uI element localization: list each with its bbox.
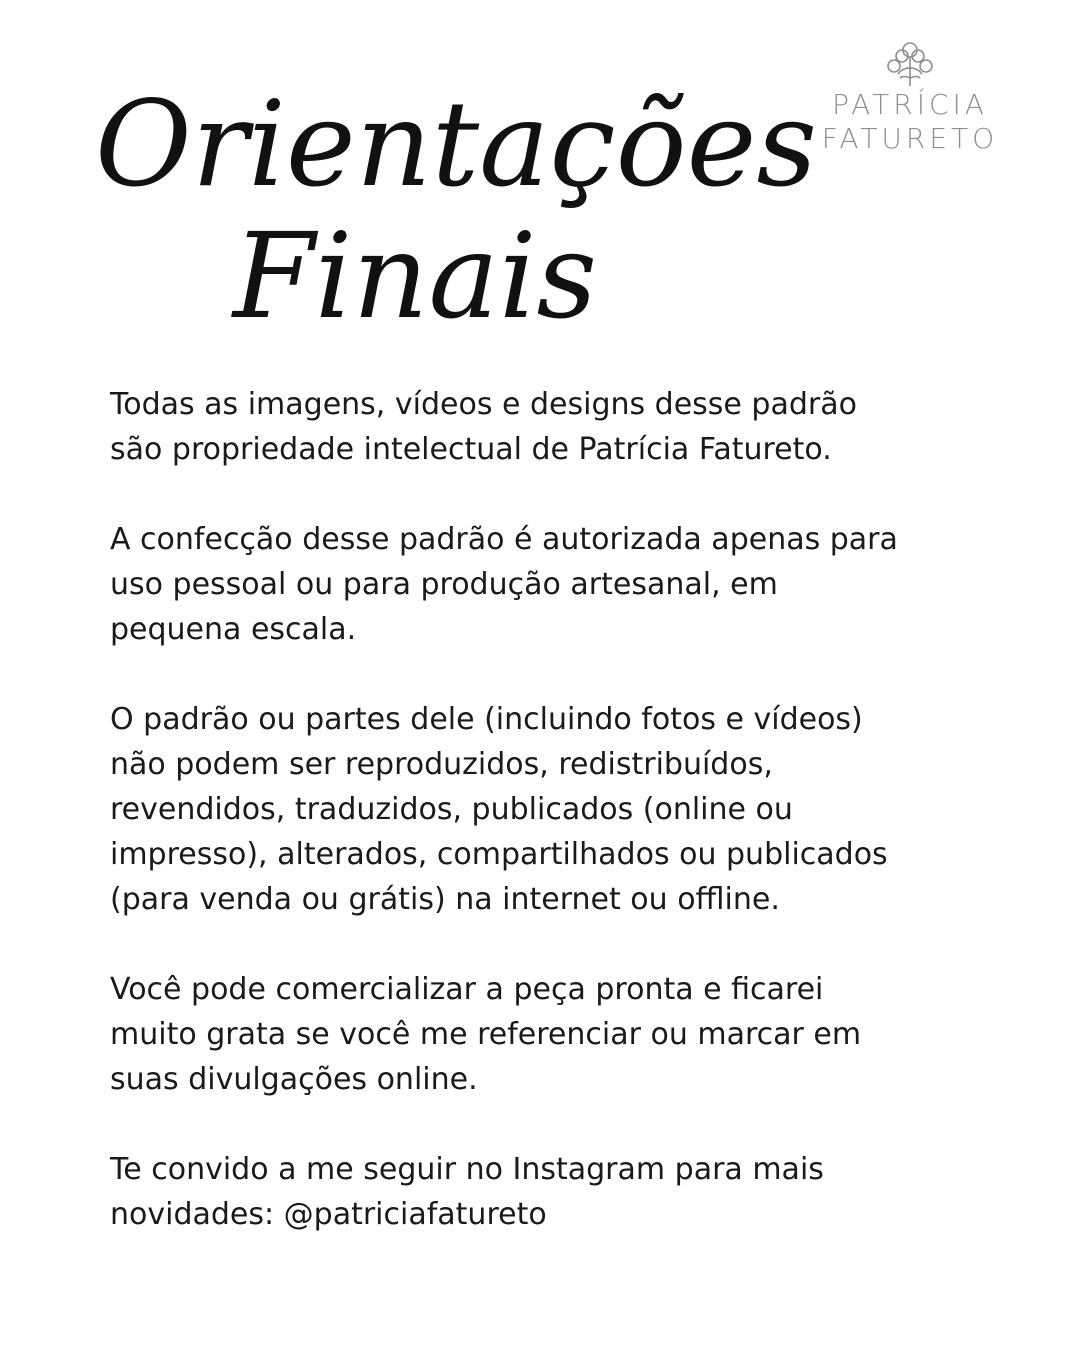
paragraph-intellectual-property: Todas as imagens, vídeos e designs desse padrão são propriedade intelectual de Patrícia Fatureto. xyxy=(110,387,857,467)
page-title-line-1: Orientações xyxy=(95,75,818,213)
brand-name-first: PATRÍCIA xyxy=(832,88,988,121)
brand-name-last: FATURETO xyxy=(821,122,999,155)
page-title-line-2: Finais xyxy=(232,207,598,345)
paragraph-authorized-use: A confecção desse padrão é autorizada apenas para uso pessoal ou para produção artesanal, em pequena escala. xyxy=(110,522,898,647)
page-title xyxy=(95,75,818,345)
paragraph-restrictions: O padrão ou partes dele (incluindo fotos e vídeos) não podem ser reproduzidos, redistribuídos, revendidos, traduzidos, publicados (online ou impresso), alterados, compartilhados ou publicados (para venda ou grátis) na internet ou offline. xyxy=(110,702,888,917)
paragraph-commercial-use: Você pode comercializar a peça pronta e ficarei muito grata se você me referenciar ou marcar em suas divulgações online. xyxy=(110,972,862,1097)
brand-logo xyxy=(800,38,1020,156)
paragraph-instagram-invite: Te convido a me seguir no Instagram para mais novidades: @patriciafatureto xyxy=(110,1152,824,1232)
cotton-flower-icon xyxy=(878,38,942,88)
guidelines-body xyxy=(110,382,990,1282)
